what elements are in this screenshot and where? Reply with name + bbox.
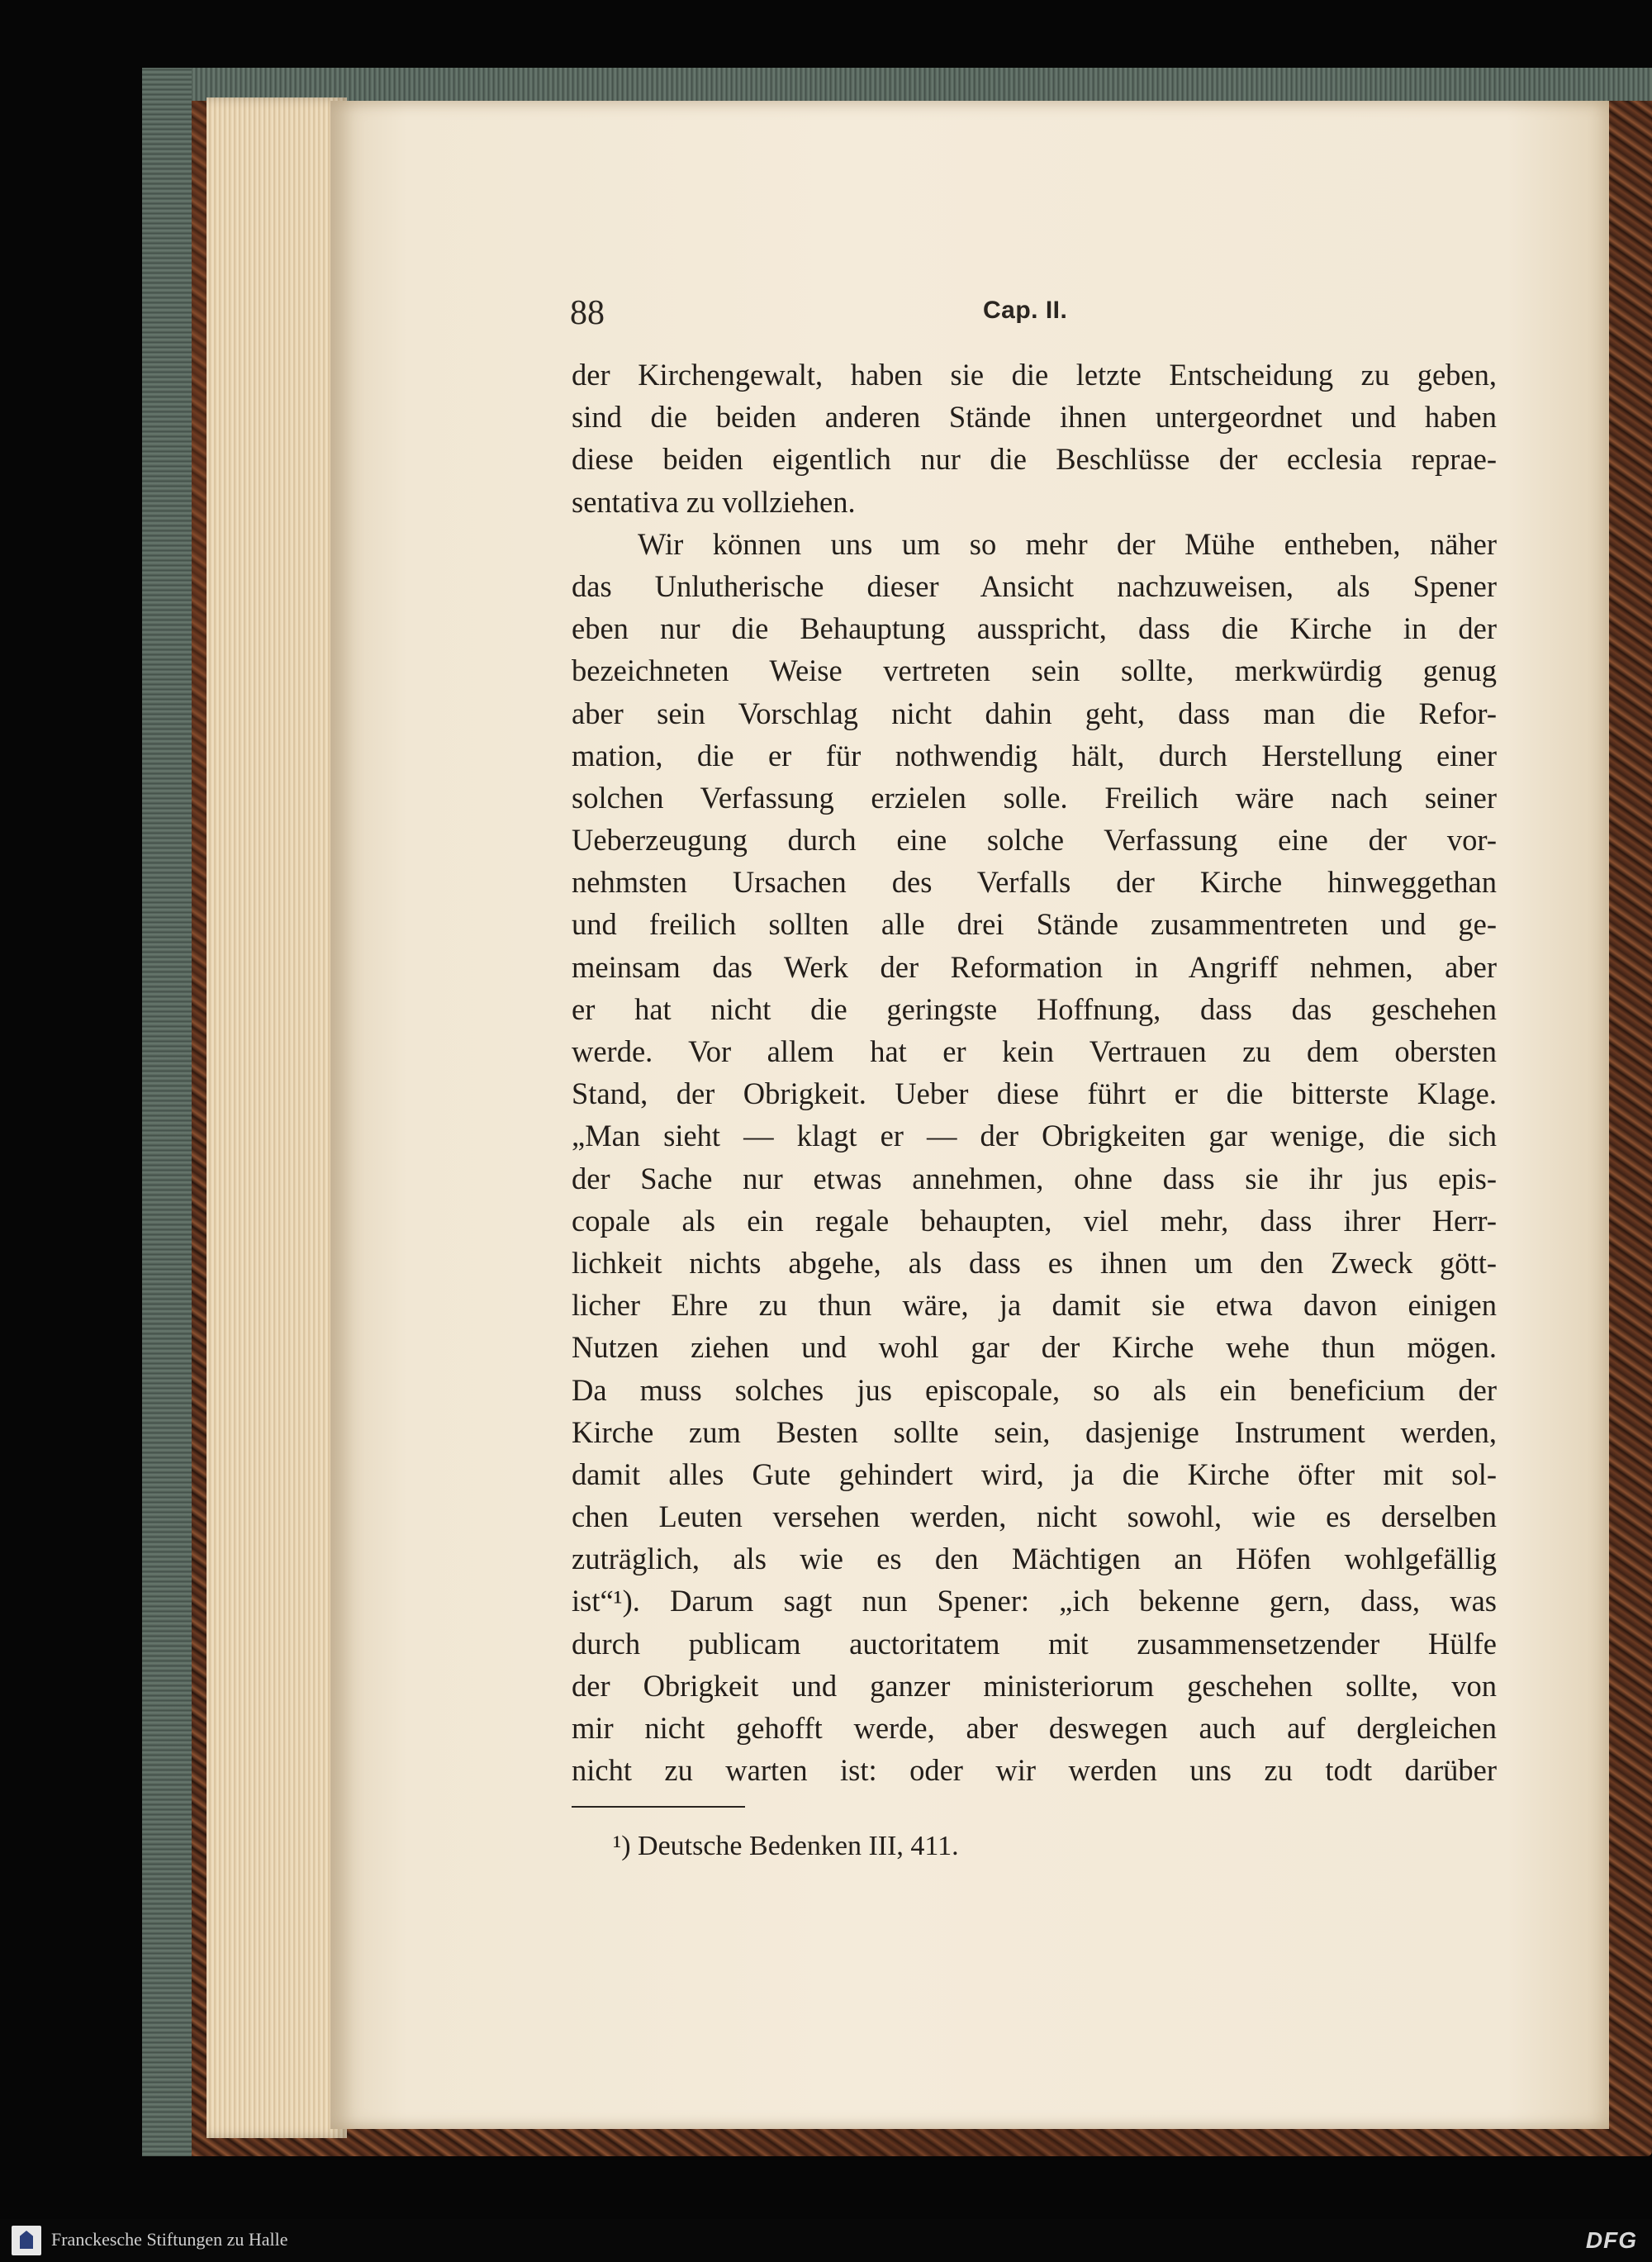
footnote-rule xyxy=(572,1806,745,1808)
text-line: copale als ein regale behaupten, viel mehr, dass ihrer Herr- xyxy=(572,1203,1497,1238)
text-line: damit alles Gute gehindert wird, ja die Kirche öfter mit sol- xyxy=(572,1457,1497,1491)
footnote xyxy=(613,1831,959,1862)
text-line: nehmsten Ursachen des Verfalls der Kirche hinweggethan xyxy=(572,865,1497,900)
page-header xyxy=(570,293,1495,343)
text-line: er hat nicht die geringste Hoffnung, dass das geschehen xyxy=(572,991,1497,1026)
dfg-logo[interactable]: DFG xyxy=(1585,2227,1637,2253)
text-line: der Kirchengewalt, haben sie die letzte Entscheidung zu geben, xyxy=(572,358,1497,392)
footnote-text: Deutsche Bedenken III, 411. xyxy=(638,1831,959,1861)
text-line: chen Leuten versehen werden, nicht sowohl, wie es derselben xyxy=(572,1499,1497,1534)
text-line: Kirche zum Besten sollte sein, dasjenige Instrument werden, xyxy=(572,1414,1497,1449)
book-cover-spine xyxy=(142,68,192,2156)
body-text xyxy=(572,354,1497,1791)
text-line: ist“¹). Darum sagt nun Spener: „ich bekenne gern, dass, was xyxy=(572,1584,1497,1618)
viewer-footer-bar xyxy=(0,2219,1652,2262)
text-line: nicht zu warten ist: oder wir werden uns zu todt darüber xyxy=(572,1753,1497,1788)
text-line: bezeichneten Weise vertreten sein sollte, merkwürdig genug xyxy=(572,653,1497,688)
text-line: Wir können uns um so mehr der Mühe entheben, näher xyxy=(638,526,1497,561)
book-cover-top-edge xyxy=(142,68,1652,101)
text-line: Ueberzeugung durch eine solche Verfassung eine der vor- xyxy=(572,823,1497,858)
franckesche-stiftungen-logo-icon[interactable] xyxy=(12,2226,41,2255)
institution-name[interactable]: Franckesche Stiftungen zu Halle xyxy=(51,2229,288,2250)
text-line: der Sache nur etwas annehmen, ohne dass sie ihr jus epis- xyxy=(572,1161,1497,1195)
page-edges xyxy=(206,97,347,2138)
text-line: Da muss solches jus episcopale, so als ein beneficium der xyxy=(572,1372,1497,1407)
text-line: aber sein Vorschlag nicht dahin geht, dass man die Refor- xyxy=(572,696,1497,730)
text-line: durch publicam auctoritatem mit zusammensetzender Hülfe xyxy=(572,1626,1497,1661)
running-head: Cap. II. xyxy=(983,297,1068,324)
text-line: licher Ehre zu thun wäre, ja damit sie etwa davon einigen xyxy=(572,1288,1497,1323)
text-line: eben nur die Behauptung ausspricht, dass die Kirche in der xyxy=(572,611,1497,646)
footnote-marker: ¹) xyxy=(613,1831,631,1861)
text-line: der Obrigkeit und ganzer ministeriorum geschehen sollte, von xyxy=(572,1668,1497,1703)
text-line: Nutzen ziehen und wohl gar der Kirche wehe thun mögen. xyxy=(572,1330,1497,1365)
text-line: lichkeit nichts abgehe, als dass es ihnen um den Zweck gött- xyxy=(572,1245,1497,1280)
text-line: das Unlutherische dieser Ansicht nachzuweisen, als Spener xyxy=(572,568,1497,603)
text-line: sentativa zu vollziehen. xyxy=(572,484,856,519)
text-line: diese beiden eigentlich nur die Beschlüsse der ecclesia reprae- xyxy=(572,442,1497,477)
text-line: Stand, der Obrigkeit. Ueber diese führt er die bitterste Klage. xyxy=(572,1076,1497,1111)
text-line: zuträglich, als wie es den Mächtigen an Höfen wohlgefällig xyxy=(572,1542,1497,1576)
text-line: „Man sieht — klagt er — der Obrigkeiten gar wenige, die sich xyxy=(572,1119,1497,1153)
text-line: meinsam das Werk der Reformation in Angriff nehmen, aber xyxy=(572,949,1497,984)
text-line: mir nicht gehofft werde, aber deswegen auch auf dergleichen xyxy=(572,1711,1497,1745)
text-line: solchen Verfassung erzielen solle. Freilich wäre nach seiner xyxy=(572,780,1497,815)
text-line: mation, die er für nothwendig hält, durch Herstellung einer xyxy=(572,738,1497,772)
text-line: sind die beiden anderen Stände ihnen untergeordnet und haben xyxy=(572,400,1497,435)
page-number: 88 xyxy=(570,294,605,332)
text-line: und freilich sollten alle drei Stände zusammentreten und ge- xyxy=(572,907,1497,942)
text-line: werde. Vor allem hat er kein Vertrauen zu dem obersten xyxy=(572,1034,1497,1068)
